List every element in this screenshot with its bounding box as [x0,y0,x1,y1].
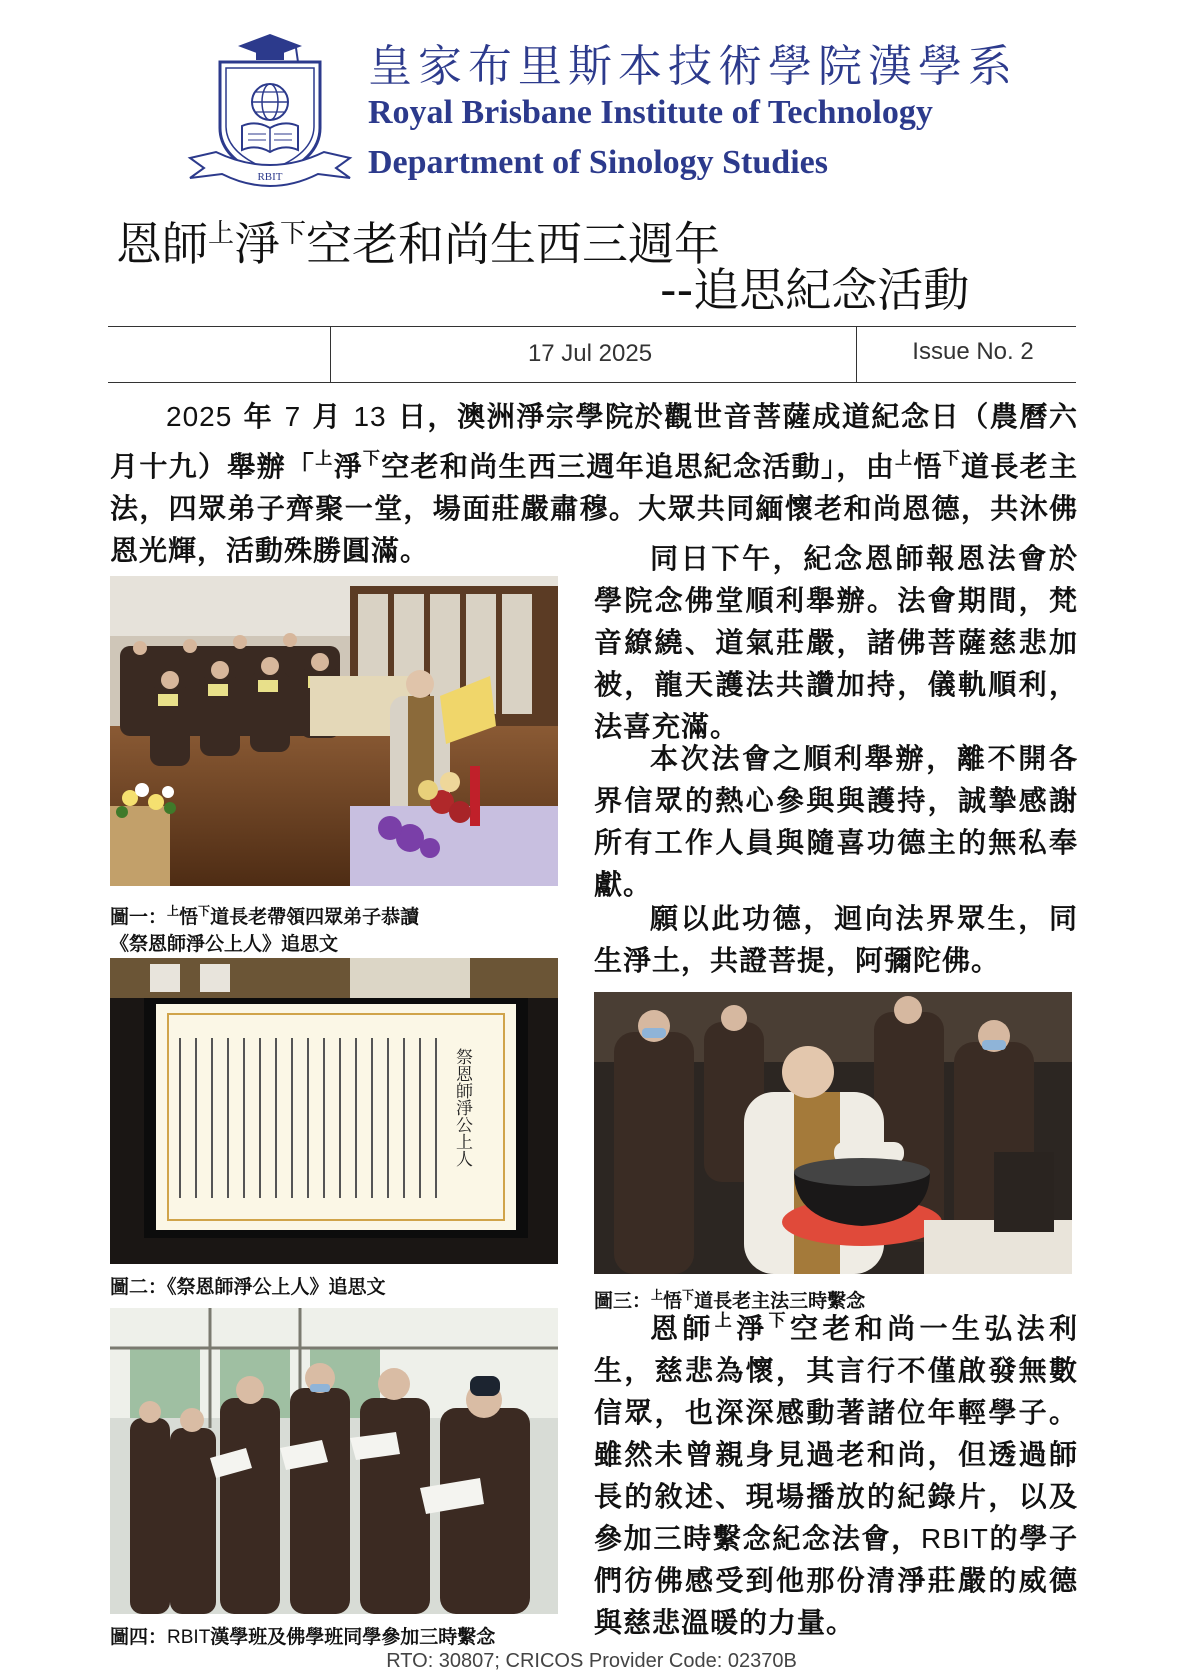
paragraph-intro: 2025 年 7 月 13 日，澳洲淨宗學院於觀世音菩薩成道紀念日（農曆六月十九）舉辦「$^上$淨$^下$空老和尚生西三週年追思紀念活動」，由$^上$悟$^下$道長老主法，四眾弟子齊聚一堂，場面莊嚴肅穆。大眾共同緬懷老和尚恩德，共沐佛恩光輝，活動殊勝圓滿。 [110,400,1078,567]
caption-photo-1: 圖一：$^上$悟$^下$道長老帶領四眾弟子恭讀 《祭恩師淨公上人》追思文 [110,904,420,955]
caption-photo-2: 圖二：《祭恩師淨公上人》追思文 [110,1276,386,1298]
screen-heading: 祭恩師淨公上人 [452,1048,472,1167]
photo-memorial-text-screen [110,958,558,1264]
rbit-logo [186,28,354,188]
institute-chinese-name: 皇家布里斯本技術學院漢學系 [368,41,1018,92]
caption-photo-3: 圖三：$^上$悟$^下$道長老主法三時繫念 [594,1288,866,1312]
photo-students-chanting [110,1308,558,1614]
newsletter-title-line2: --追思紀念活動 [660,263,970,317]
photo-hall-reading [110,576,558,886]
paragraph-students: 恩師$^上$淨$^下$空老和尚一生弘法利生，慈悲為懷，其言行不僅啟發無數信眾，也深深感動著諸位年輕學子。雖然未曾親身見過老和尚，但透過師長的敘述、現場播放的紀錄片，以及參加三時繫念紀念法會，RBIT的學子們彷佛感受到他那份清淨莊嚴的威德與慈悲溫暖的力量。 [594,1311,1078,1639]
divider-vertical-right [856,326,857,382]
divider-bottom [108,382,1076,383]
institute-english-name: Royal Brisbane Institute of Technology [368,94,933,131]
photo-elder-presiding [594,992,1072,1274]
issue-date: 17 Jul 2025 [527,340,653,367]
issue-number: Issue No. 2 [912,338,1034,365]
footer-provider-code: RTO: 30807; CRICOS Provider Code: 02370B [386,1650,797,1672]
newsletter-title-line1: 恩師$^上$淨$^下$空老和尚生西三週年 [116,217,721,271]
department-name: Department of Sinology Studies [368,144,828,181]
divider-top [108,326,1076,327]
caption-photo-4: 圖四：RBIT漢學班及佛學班同學參加三時繫念 [110,1626,496,1648]
paragraph-thanks: 本次法會之順利舉辦，離不開各界信眾的熱心參與與護持，誠摯感謝所有工作人員與隨喜功德主的無私奉獻。 [594,742,1078,901]
logo-ribbon-text: RBIT [257,171,283,183]
paragraph-afternoon-ceremony: 同日下午，紀念恩師報恩法會於學院念佛堂順利舉辦。法會期間，梵音繚繞、道氣莊嚴，諸佛菩薩慈悲加被，龍天護法共讚加持，儀軌順利，法喜充滿。 [594,542,1078,743]
paragraph-dedication: 願以此功德，迴向法界眾生，同生淨土，共證菩提，阿彌陀佛。 [594,902,1078,977]
